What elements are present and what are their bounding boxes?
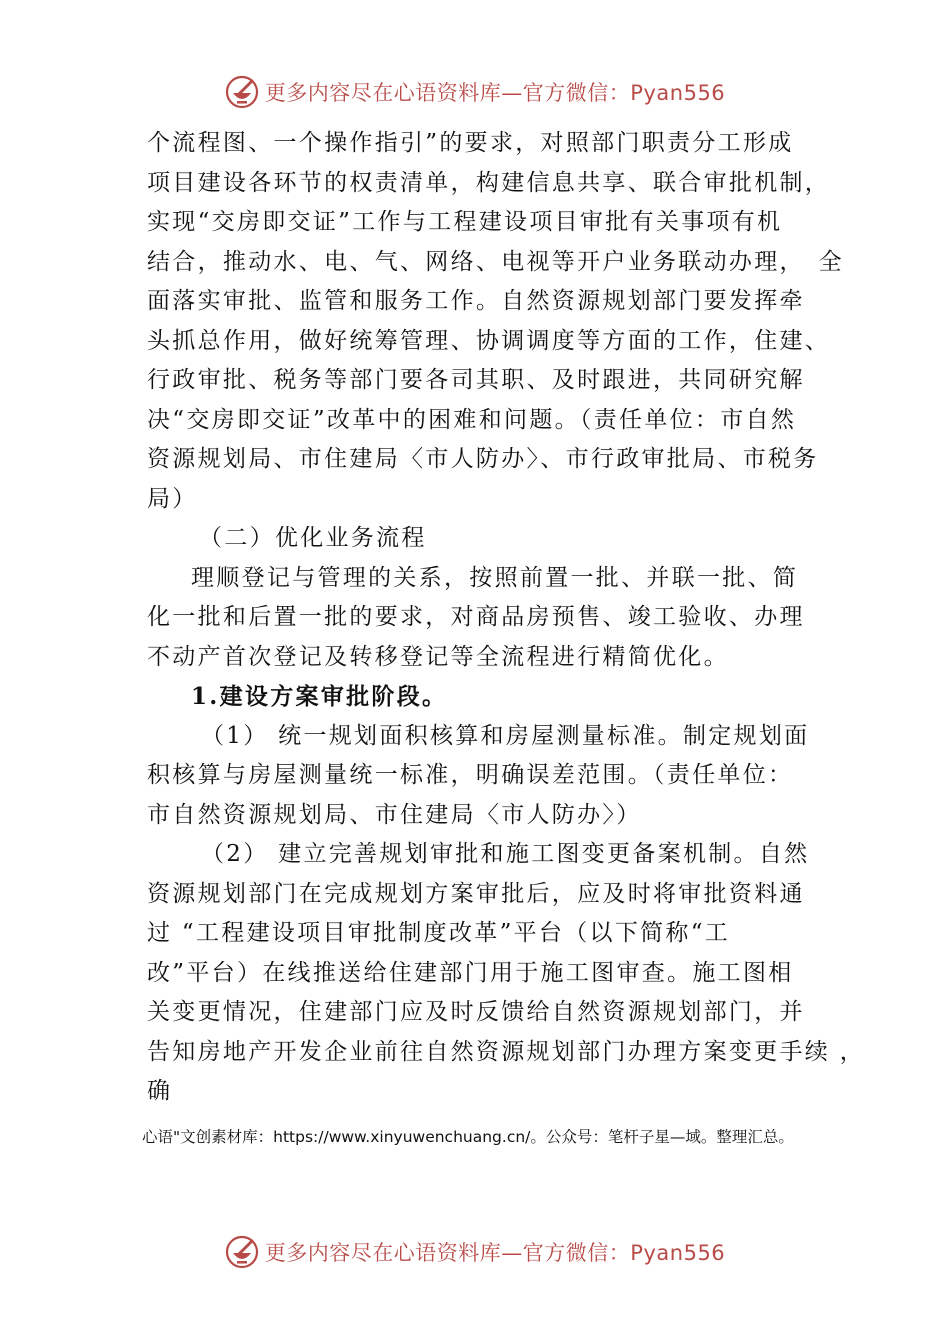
body-line: 项目建设各环节的权责清单，构建信息共享、联合审批机制， xyxy=(147,169,831,196)
body-line: 个流程图、一个操作指引”的要求，对照部门职责分工形成 xyxy=(147,130,794,156)
body-line: 确 xyxy=(147,1078,173,1104)
body-line: 决“交房即交证”改革中的困难和问题。（责任单位：市自然 xyxy=(147,406,797,433)
body-line: 头抓总作用，做好统筹管理、协调调度等方面的工作，住建、 xyxy=(147,327,831,354)
body-line: 资源规划局、市住建局〈市人防办〉、市行政审批局、市税务 xyxy=(147,446,819,472)
subsection-heading: 1.建设方案审批阶段。 xyxy=(191,683,448,710)
footer-banner xyxy=(0,1228,950,1276)
header-banner xyxy=(0,68,950,116)
body-line: 资源规划部门在完成规划方案审批后，应及时将审批资料通 xyxy=(147,880,805,907)
body-line: 过 “工程建设项目审批制度改革”平台（以下简称“工 xyxy=(147,920,731,946)
mortar-pestle-logo-icon xyxy=(225,1235,259,1269)
header-banner-text: 更多内容尽在心语资料库—官方微信：Pyan556 xyxy=(264,81,726,105)
body-line: 局） xyxy=(147,485,198,512)
body-line: 化一批和后置一批的要求，对商品房预售、竣工验收、办理 xyxy=(147,604,805,630)
body-line: 关变更情况，住建部门应及时反馈给自然资源规划部门，并 xyxy=(147,999,805,1025)
body-line: 市自然资源规划局、市住建局〈市人防办〉） xyxy=(147,801,642,828)
body-line: 实现“交房即交证”工作与工程建设项目审批有关事项有机 xyxy=(147,209,783,235)
body-line: 结合，推动水、电、气、网络、电视等开户业务联动办理， 全 xyxy=(147,248,844,275)
section-heading: （二）优化业务流程 xyxy=(199,525,427,551)
body-line: 面落实审批、监管和服务工作。自然资源规划部门要发挥牵 xyxy=(147,288,805,314)
body-line: （1） 统一规划面积核算和房屋测量标准。制定规划面 xyxy=(201,722,810,749)
body-line: 理顺登记与管理的关系，按照前置一批、并联一批、简 xyxy=(191,564,799,591)
body-line: 告知房地产开发企业前往自然资源规划部门办理方案变更手续 ， xyxy=(147,1038,866,1065)
body-line: 积核算与房屋测量统一标准，明确误差范围。（责任单位： xyxy=(147,762,794,788)
mortar-pestle-logo-icon xyxy=(225,75,259,109)
body-line: （2） 建立完善规划审批和施工图变更备案机制。自然 xyxy=(201,841,810,867)
footer-banner-text: 更多内容尽在心语资料库—官方微信：Pyan556 xyxy=(264,1241,726,1265)
body-line: 改”平台）在线推送给住建部门用于施工图审查。施工图相 xyxy=(147,959,794,986)
footer-note: 心语"文创素材库：https://www.xinyuwenchuang.cn/。公众号：笔杆子星—域。整理汇总。 xyxy=(142,1128,794,1146)
document-body xyxy=(147,124,866,1112)
body-line: 不动产首次登记及转移登记等全流程进行精简优化。 xyxy=(147,643,729,670)
body-line: 行政审批、税务等部门要各司其职、及时跟进，共同研究解 xyxy=(147,367,805,393)
